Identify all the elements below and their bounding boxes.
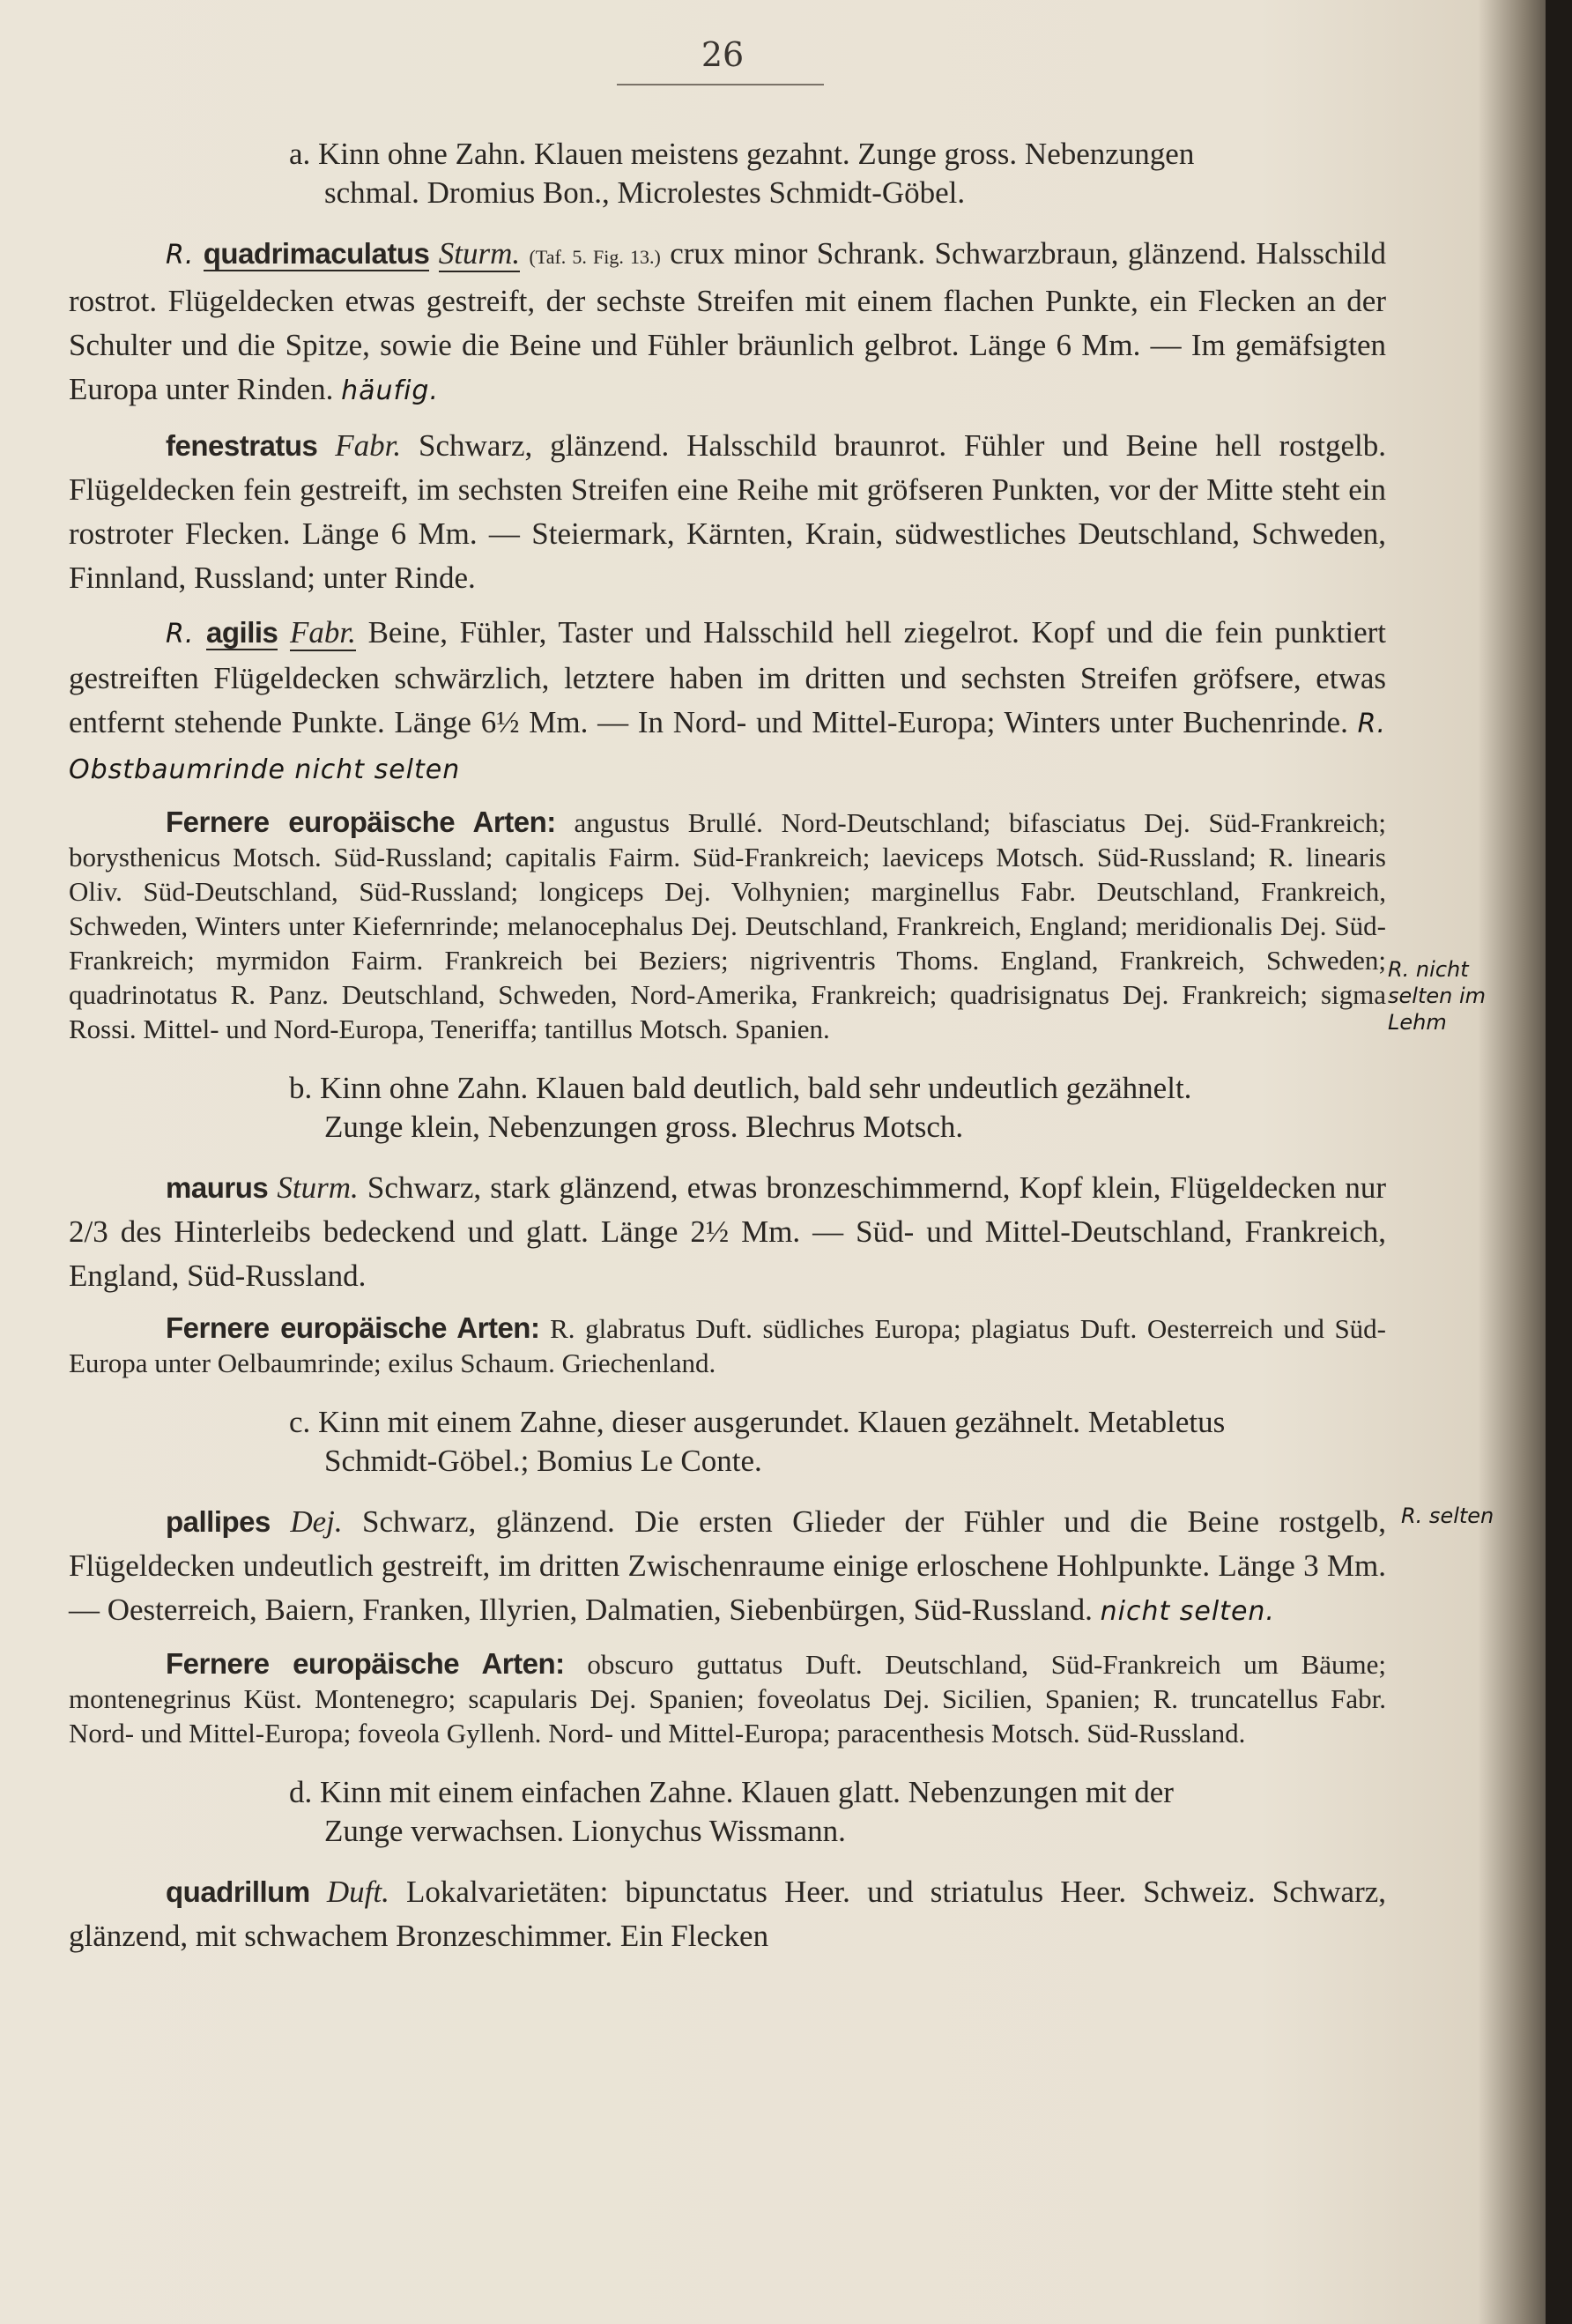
- species-name: fenestratus: [166, 429, 318, 462]
- species-name: maurus: [166, 1171, 269, 1204]
- entry-fenestratus: [69, 424, 1386, 600]
- species-description: Schwarz, glänzend. Halsschild braunrot. Fühler und Beine hell rostgelb. Flügeldecken fein gestreift, im sechsten Streifen eine Reihe mit gröfseren Punkten, vor der Mitte steht ein rostroter Flecken. Länge 6 Mm. — Steiermark, Kärnten, Krain, südwestliches Deutschland, Schweden, Finnland, Russland; unter Rinde.: [69, 428, 1387, 595]
- species-name: pallipes: [166, 1505, 271, 1538]
- species-description: Beine, Fühler, Taster und Halsschild hell ziegelrot. Kopf und die fein punktiert gestreiften Flügeldecken schwärzlich, letztere haben im dritten und sechsten Streifen gröfsere, etwas entfernt stehende Punkte. Länge 6½ Mm. — In Nord- und Mittel-Europa; Winters unter Buchenrinde.: [69, 615, 1386, 739]
- margin-note-2: R. selten: [1401, 1504, 1494, 1528]
- fernere-arten-a: [69, 805, 1386, 1046]
- page-body: [69, 128, 1386, 1969]
- fernere-arten-c: [69, 1646, 1386, 1750]
- fernere-arten-b: [69, 1310, 1386, 1380]
- entry-agilis: [69, 611, 1386, 792]
- entry-pallipes: [69, 1500, 1386, 1634]
- margin-note-1: R. nicht selten im Lehm: [1388, 957, 1486, 1035]
- species-description: crux minor Schrank. Schwarzbraun, glänzend. Halsschild rostrot. Flügeldecken etwas gestreift, der sechste Streifen mit einem flachen Punkte, ein Flecken an der Schulter und die Spitze, sowie die Beine und Fühler bräunlich gelbrot. Länge 6 Mm. — Im gemäfsigten Europa unter Rinden.: [69, 236, 1387, 406]
- handwritten-note: nicht selten.: [1100, 1596, 1275, 1627]
- species-name: agilis: [206, 616, 278, 649]
- fernere-list: obscuro guttatus Duft. Deutschland, Süd-Frankreich um Bäume; montenegrinus Küst. Montenegro; scapularis Dej. Spanien; foveolatus Dej. Sicilien, Spanien; R. truncatellus Fabr. Nord- und Mittel-Europa; foveola Gyllenh. Nord- und Mittel-Europa; paracenthesis Motsch. Süd-Russland.: [69, 1649, 1386, 1749]
- species-author: Dej.: [290, 1504, 343, 1539]
- handwritten-note: häufig.: [341, 375, 439, 406]
- fernere-label: Fernere europäische Arten:: [166, 1647, 565, 1680]
- handwritten-mark: R.: [166, 240, 195, 271]
- section-d-header: d. Kinn mit einem einfachen Zahne. Klauen glatt. Nebenzungen mit der Zunge verwachsen. Lionychus Wissmann.: [289, 1775, 1174, 1848]
- species-description: Schwarz, stark glänzend, etwas bronzeschimmernd, Kopf klein, Flügeldecken nur 2/3 des Hinterleibs bedeckend und glatt. Länge 2½ Mm. — Süd- und Mittel-Deutschland, Frankreich, England, Süd-Russland.: [69, 1170, 1387, 1293]
- species-author: Fabr.: [335, 428, 402, 463]
- species-description: Schwarz, glänzend. Die ersten Glieder der Fühler und die Beine rostgelb, Flügeldecken undeutlich gestreift, im dritten Zwischenraume einige erloschene Hohlpunkte. Länge 3 Mm. — Oesterreich, Baiern, Franken, Illyrien, Dalmatien, Siebenbürgen, Süd-Russland.: [69, 1504, 1387, 1627]
- figure-reference: (Taf. 5. Fig. 13.): [529, 246, 661, 268]
- book-spine: [1546, 0, 1572, 2324]
- species-author: Duft.: [326, 1875, 389, 1909]
- fernere-list: angustus Brullé. Nord-Deutschland; bifasciatus Dej. Süd-Frankreich; borysthenicus Motsch. Süd-Russland; capitalis Fairm. Süd-Frankreich; laeviceps Motsch. Süd-Russland; R. linearis Oliv. Süd-Deutschland, Süd-Russland; longiceps Dej. Volhynien; marginellus Fabr. Deutschland, Frankreich, Schweden, Winters unter Kiefernrinde; melanocephalus Dej. Deutschland, Frankreich, England; meridionalis Dej. Süd-Frankreich; myrmidon Fairm. Frankreich bei Beziers; nigriventris Thoms. England, Frankreich, Schweden; quadrinotatus R. Panz. Deutschland, Schweden, Nord-Amerika, Frankreich; quadrisignatus Dej. Frankreich; sigma Rossi. Mittel- und Nord-Europa, Teneriffa; tantillus Motsch. Spanien.: [69, 807, 1386, 1044]
- species-author: Sturm.: [438, 236, 521, 271]
- section-c-header: c. Kinn mit einem Zahne, dieser ausgerundet. Klauen gezähnelt. Metabletus Schmidt-Göbel.; Bomius Le Conte.: [289, 1405, 1226, 1478]
- page-number: 26: [701, 35, 745, 74]
- handwritten-mark: R.: [166, 619, 195, 650]
- entry-quadrimaculatus: [69, 232, 1386, 413]
- species-name: quadrimaculatus: [203, 237, 430, 270]
- species-name: quadrillum: [166, 1875, 310, 1908]
- section-b-header: b. Kinn ohne Zahn. Klauen bald deutlich, bald sehr undeutlich gezähnelt. Zunge klein, Nebenzungen gross. Blechrus Motsch.: [289, 1071, 1192, 1144]
- section-a-header: a. Kinn ohne Zahn. Klauen meistens gezahnt. Zunge gross. Nebenzungen schmal. Dromius Bon., Microlestes Schmidt-Göbel.: [289, 137, 1195, 210]
- entry-quadrillum: [69, 1870, 1386, 1958]
- handwritten-note: R. Obstbaumrinde nicht selten: [69, 709, 1387, 785]
- fernere-list: R. glabratus Duft. südliches Europa; plagiatus Duft. Oesterreich und Süd-Europa unter Oelbaumrinde; exilus Schaum. Griechenland.: [69, 1313, 1387, 1378]
- header-rule: [617, 84, 824, 85]
- entry-maurus: [69, 1166, 1386, 1298]
- species-author: Fabr.: [290, 615, 356, 650]
- species-description: Lokalvarietäten: bipunctatus Heer. und striatulus Heer. Schweiz. Schwarz, glänzend, mit schwachem Bronzeschimmer. Ein Flecken: [69, 1875, 1387, 1953]
- species-author: Sturm.: [277, 1170, 359, 1205]
- fernere-label: Fernere europäische Arten:: [166, 1311, 540, 1344]
- fernere-label: Fernere europäische Arten:: [166, 806, 556, 838]
